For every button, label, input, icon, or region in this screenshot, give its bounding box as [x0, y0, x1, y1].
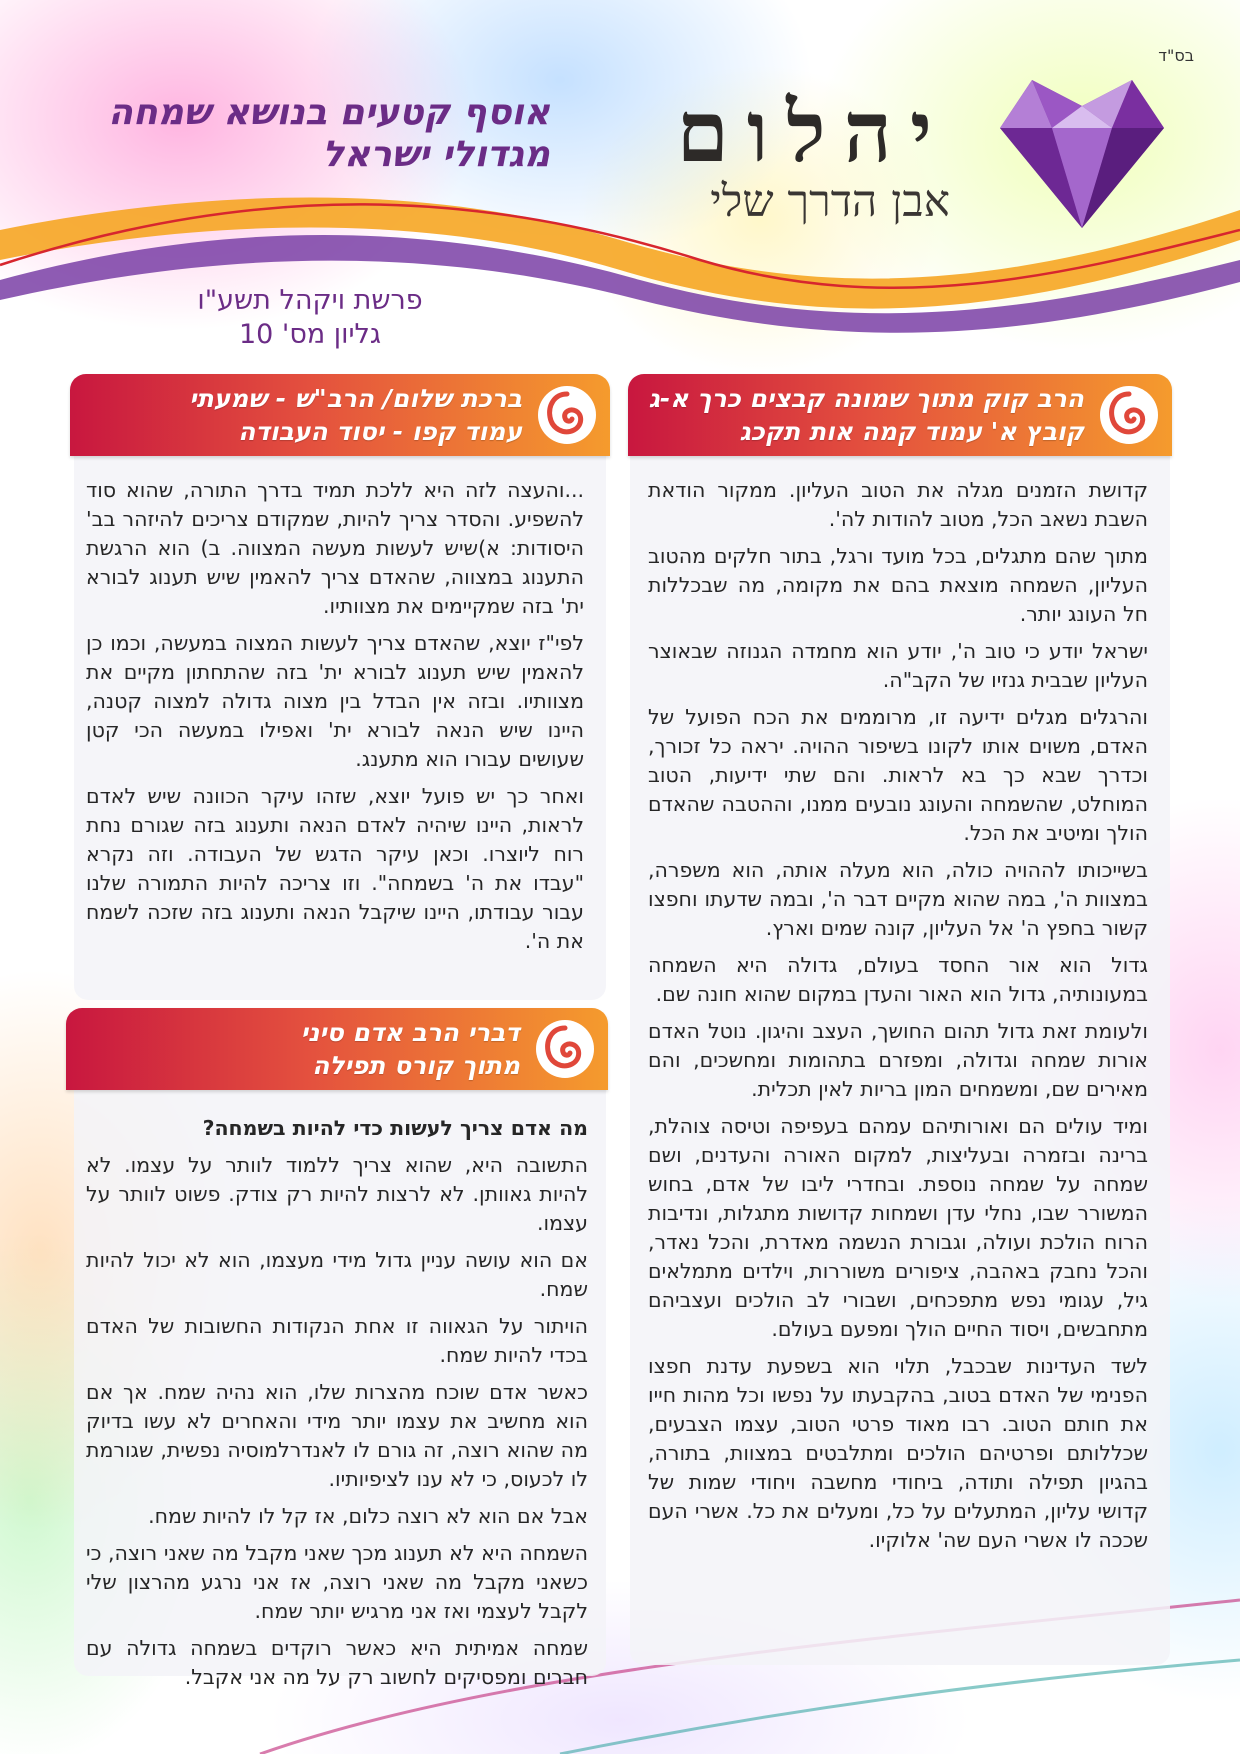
parasha-label: פרשת ויקהל תשע"ו [197, 285, 423, 316]
paragraph: קדושת הזמנים מגלה את הטוב העליון. ממקור הודאת השבת נשאב הכל, מטוב להודות לה'. [648, 478, 1148, 531]
paragraph: אם הוא עושה עניין גדול מידי מעצמו, הוא לא יכול להיות שמח. [86, 1248, 588, 1301]
issue-info [150, 284, 470, 352]
paragraph: כאשר אדם שוכח מהצרות שלו, הוא נהיה שמח. אך אם הוא מחשיב את עצמו יותר מידי והאחרים לא עשו בדיוק מה שהוא רוצה, זה גורם לו לאנדרלמוסיה נפשית, שגורמת לו לכעוס, כי לא ענו לציפיותיו. [86, 1380, 588, 1491]
sub-title: אבן הדרך שלי [710, 176, 950, 227]
swirl-icon [1098, 384, 1160, 446]
section-body-left-top [86, 476, 584, 964]
paragraph: לפי"ז יוצא, שהאדם צריך לעשות המצוה במעשה, וכמו כן להאמין שיש תענוג לבורא ית' בזה שהתחתון מקיים את מצוותיו. ובזה אין הבדל בין מצוה גדולה למצוה קטנה, היינו שיש הנאה לבורא ית' ואפילו במעשה הכי קטן שעושים עבורו הוא מתענג. [86, 631, 584, 771]
paragraph: ולעומת זאת גדול תהום החושך, העצב והיגון. נוטל האדם אורות שמחה וגדולה, ומפזרם בתהומות ומחשכים, והם מאירים שם, ומשמחים המון בריות לאין תכלית. [648, 1019, 1148, 1101]
section-body-left-bottom [86, 1114, 588, 1700]
paragraph: ישראל יודע כי טוב ה', יודע הוא מחמדה הגנוזה שבאוצר העליון שבבית גנזיו של הקב"ה. [648, 639, 1148, 692]
paragraph: מתוך שהם מתגלים, בכל מועד ורגל, בתור חלקים מהטוב העליון, השמחה מוצאת בהם את מקומה, מה שבכללות חל העונג יותר. [648, 544, 1148, 626]
section-body-right [648, 476, 1148, 1563]
section-header-right [628, 374, 1172, 456]
bsd-label: בס"ד [1158, 46, 1194, 65]
question-heading: מה אדם צריך לעשות כדי להיות בשמחה? [202, 1116, 588, 1140]
paragraph: השמחה היא לא תענוג מכך שאני מקבל מה שאני רוצה, כי כשאני מקבל מה שאני רוצה, אז אני נרגע מהרצון שלי לקבל לעצמי ואז אני מרגיש יותר שמח. [86, 1541, 588, 1623]
section-title-line-1: דברי הרב אדם סיני [300, 1018, 520, 1047]
section-title-line-2: מתוך קורס תפילה [312, 1051, 520, 1080]
paragraph: אבל אם הוא לא רוצה כלום, אז קל לו להיות שמח. [148, 1504, 588, 1528]
topic-heading [70, 92, 550, 176]
paragraph: ואחר כך יש פועל יוצא, שזהו עיקר הכוונה שיש לאדם לראות, היינו שיהיה לאדם הנאה ותענוג בזה שגורם נחת רוח ליוצרו. וכאן עיקר הדגש של העבודה. וזה נקרא "עבדו את ה' בשמחה". וזו צריכה להיות התמורה שלנו עבור עבודתו, היינו שיקבל הנאה ותענוג בזה שזכה לשמח את ה'. [86, 784, 584, 953]
section-header-left-bottom [66, 1008, 608, 1090]
paragraph: בשייכותו לההויה כולה, הוא מעלה אותה, הוא משפרה, במצוות ה', במה שהוא מקיים דבר ה', ובמה שדעתו וחפצו קשור בחפץ ה' אל העליון, קונה שמים וארץ. [648, 858, 1148, 940]
paragraph: לשד העדינות שבכבל, תלוי הוא בשפעת עדנת חפצו הפנימי של האדם בטוב, בהקבעתו על נפשו וכל מהות חייו את חותם הטוב. רבו מאוד פרטי הטוב, עצמו הצבעים, שכללותם ופרטיהם הולכים ומתלבטים במצוות, בתורה, בהגיון תפילה ותודה, ביחודי מחשבה ויחודי שמות של קדושי עליון, המתעלים על כל, ומעלים את כל. אשרי העם שככה לו אשרי העם שה' אלוקיו. [648, 1354, 1148, 1552]
paragraph: גדול הוא אור החסד בעולם, גדולה היא השמחה במעונותיה, גדול הוא האור והעדן במקום שהוא חונה שם. [648, 953, 1148, 1006]
swirl-icon [534, 1018, 596, 1080]
paragraph: התשובה היא, שהוא צריך ללמוד לוותר על עצמו. לא להיות גאוותן. לא לרצות להיות רק צודק. פשוט לוותר על עצמו. [86, 1153, 588, 1235]
paragraph: ומיד עולים הם ואורותיהם עמהם בעפיפה וטיסה צוהלת, ברינה ובזמרה ובעליצות, למקום האורה והעדנים, ושם שמחה על שמחה נוספת. ובחדרי ליבו של אדם, בחוש המשורר שבו, נחלי עדן ושמחות קדושות מתגלות, ונדיבות הרוח הולכת ועולה, וגבורת הנשמה מאדרת, והכל נאדר, והכל נחבק באהבה, ציפורים משוררות, וילדים מתמלאים גיל, עגומי נפש מתפכחים, ושבורי לב הולכים ועצביהם מתחבשים, ויסוד החיים הולך ומפעם בעולם. [648, 1114, 1148, 1341]
heart-diamond-icon [992, 68, 1172, 238]
paragraph: והרגלים מגלים ידיעה זו, מרוממים את הכח הפועל של האדם, משוים אותו לקונו בשיפור ההויה. יראה כל זכורך, וכדרך שבא כך בא לראות. והם שתי ידיעות, הטוב המוחלט, שהשמחה והעונג נובעים ממנו, וההטבה שהאדם הולך ומיטיב את הכל. [648, 705, 1148, 845]
section-title-line-1: הרב קוק מתוך שמונה קבצים כרך א-ג [648, 384, 1084, 413]
section-title-line-1: ברכת שלום/ הרב"ש - שמעתי [189, 384, 522, 413]
issue-number: גליון מס' 10 [238, 319, 382, 350]
section-title-line-2: קובץ א' עמוד קמה אות תקכג [739, 417, 1084, 446]
paragraph: ...והעצה לזה היא ללכת תמיד בדרך התורה, שהוא סוד להשפיע. והסדר צריך להיות, שמקודם צריכים להיזהר בב' היסודות: א)שיש לעשות מעשה המצווה. ב) הוא הרגשת התענוג במצווה, שהאדם צריך להאמין שיש תענוג לבורא ית' בזה שמקיימים את מצוותיו. [86, 478, 584, 618]
masthead [550, 82, 950, 227]
topic-line-1: אוסף קטעים בנושא שמחה [108, 92, 550, 133]
section-title-line-2: עמוד קפו - יסוד העבודה [238, 417, 522, 446]
main-title: יהלום [676, 82, 950, 181]
paragraph: הויתור על הגאווה זו אחת הנקודות החשובות של האדם בכדי להיות שמח. [86, 1314, 588, 1367]
section-header-left-top [70, 374, 610, 456]
topic-line-2: מגדולי ישראל [322, 134, 550, 175]
paragraph: שמחה אמיתית היא כאשר רוקדים בשמחה גדולה עם חברים ומפסיקים לחשוב רק על מה אני אקבל. [86, 1636, 588, 1689]
swirl-icon [536, 384, 598, 446]
